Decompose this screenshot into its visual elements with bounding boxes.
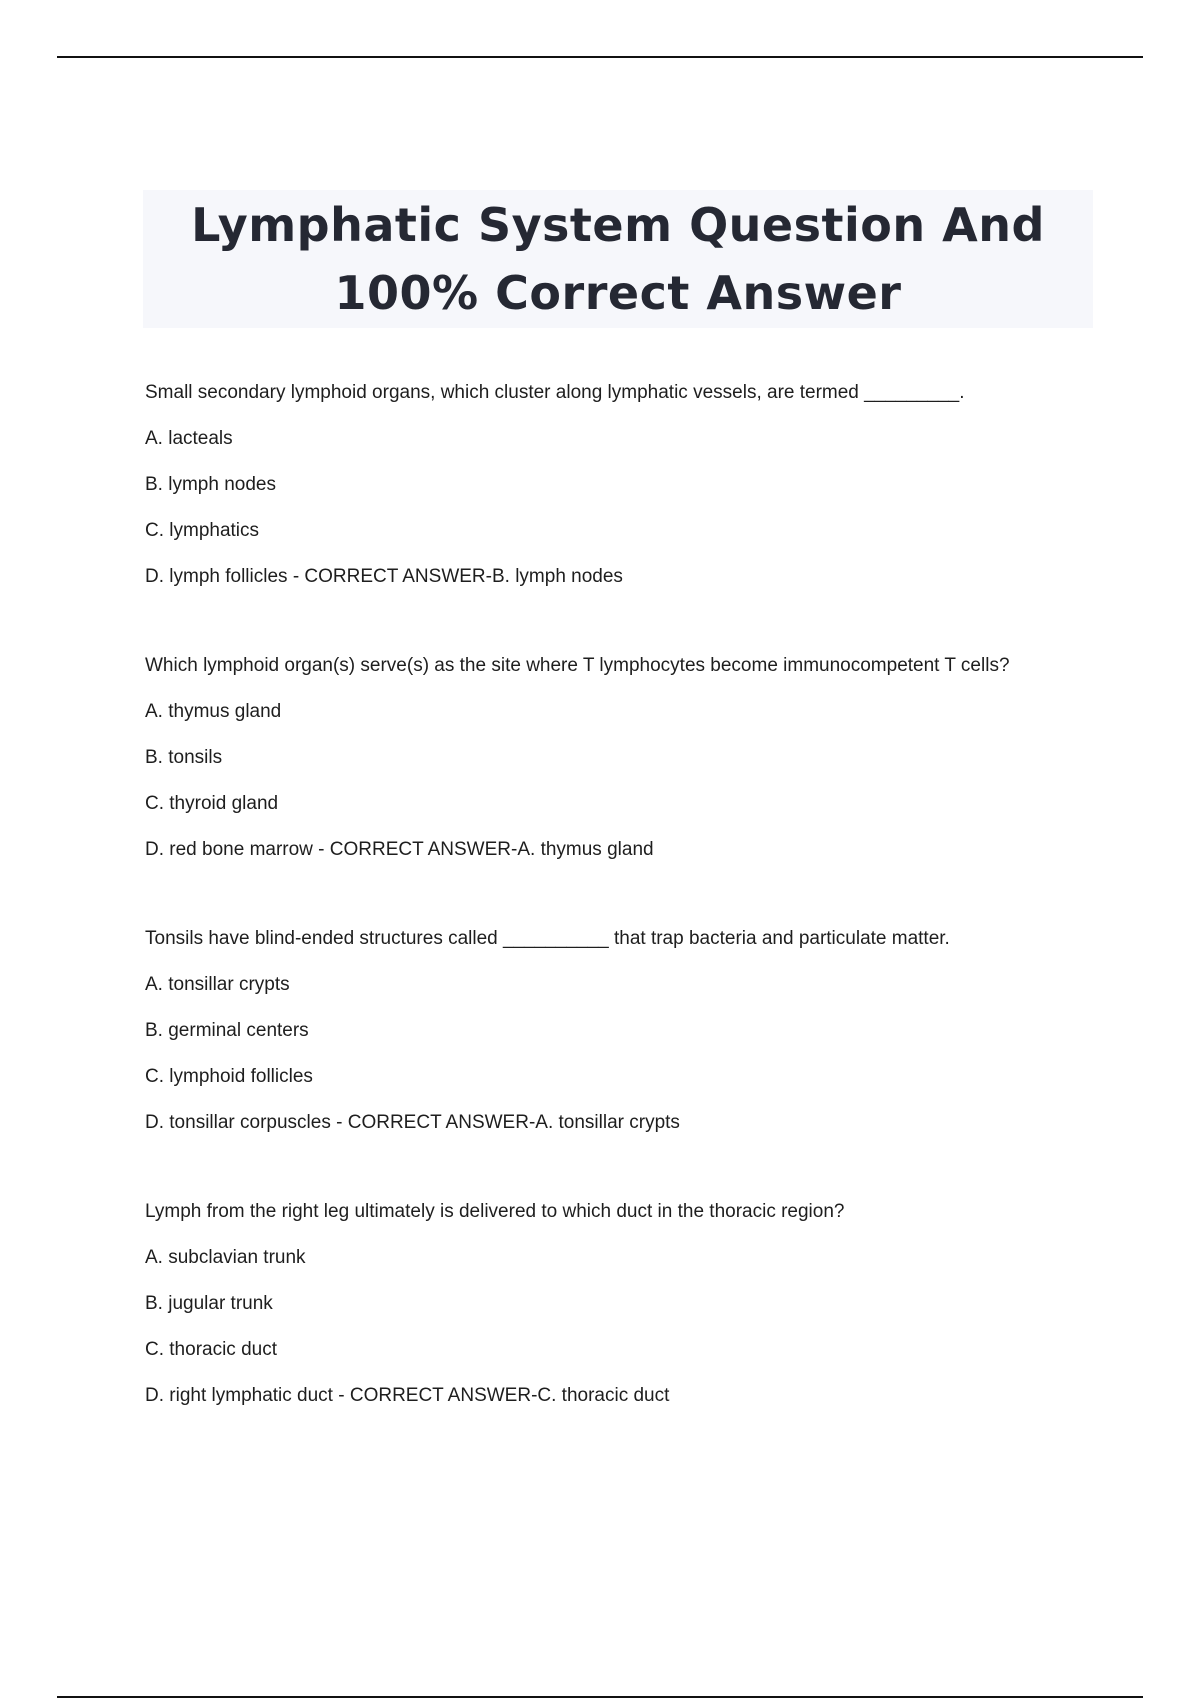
questions-list bbox=[145, 370, 1105, 1462]
answer-option: B. jugular trunk bbox=[145, 1293, 273, 1314]
answer-option-with-correct-answer: D. lymph follicles - CORRECT ANSWER-B. lymph nodes bbox=[145, 566, 623, 587]
answer-option: C. lymphatics bbox=[145, 520, 260, 541]
question-block-3 bbox=[145, 916, 1105, 1189]
bottom-divider bbox=[57, 1696, 1143, 1698]
answer-option: A. thymus gland bbox=[145, 701, 282, 722]
document-title bbox=[191, 191, 1045, 327]
question-block-2 bbox=[145, 643, 1105, 916]
title-line-1: Lymphatic System Question And bbox=[191, 198, 1045, 252]
answer-option-with-correct-answer: D. red bone marrow - CORRECT ANSWER-A. thymus gland bbox=[145, 839, 654, 860]
question-text: Lymph from the right leg ultimately is delivered to which duct in the thoracic region? bbox=[145, 1201, 845, 1222]
answer-option: C. lymphoid follicles bbox=[145, 1066, 313, 1087]
question-block-1 bbox=[145, 370, 1105, 643]
top-divider bbox=[57, 56, 1143, 58]
answer-option: B. germinal centers bbox=[145, 1020, 309, 1041]
answer-option: A. subclavian trunk bbox=[145, 1247, 306, 1268]
answer-option-with-correct-answer: D. right lymphatic duct - CORRECT ANSWER-C. thoracic duct bbox=[145, 1385, 670, 1406]
answer-option: C. thoracic duct bbox=[145, 1339, 277, 1360]
question-text: Which lymphoid organ(s) serve(s) as the site where T lymphocytes become immunocompetent T cells? bbox=[145, 655, 1010, 676]
question-text: Tonsils have blind-ended structures called __________ that trap bacteria and particulate matter. bbox=[145, 928, 950, 949]
question-text: Small secondary lymphoid organs, which cluster along lymphatic vessels, are termed _________. bbox=[145, 382, 965, 403]
answer-option: A. lacteals bbox=[145, 428, 233, 449]
answer-option: B. lymph nodes bbox=[145, 474, 276, 495]
answer-option: B. tonsils bbox=[145, 747, 223, 768]
title-line-2: 100% Correct Answer bbox=[334, 266, 902, 320]
answer-option: C. thyroid gland bbox=[145, 793, 279, 814]
question-block-4 bbox=[145, 1189, 1105, 1462]
title-banner bbox=[143, 190, 1093, 328]
answer-option-with-correct-answer: D. tonsillar corpuscles - CORRECT ANSWER-A. tonsillar crypts bbox=[145, 1112, 680, 1133]
answer-option: A. tonsillar crypts bbox=[145, 974, 290, 995]
